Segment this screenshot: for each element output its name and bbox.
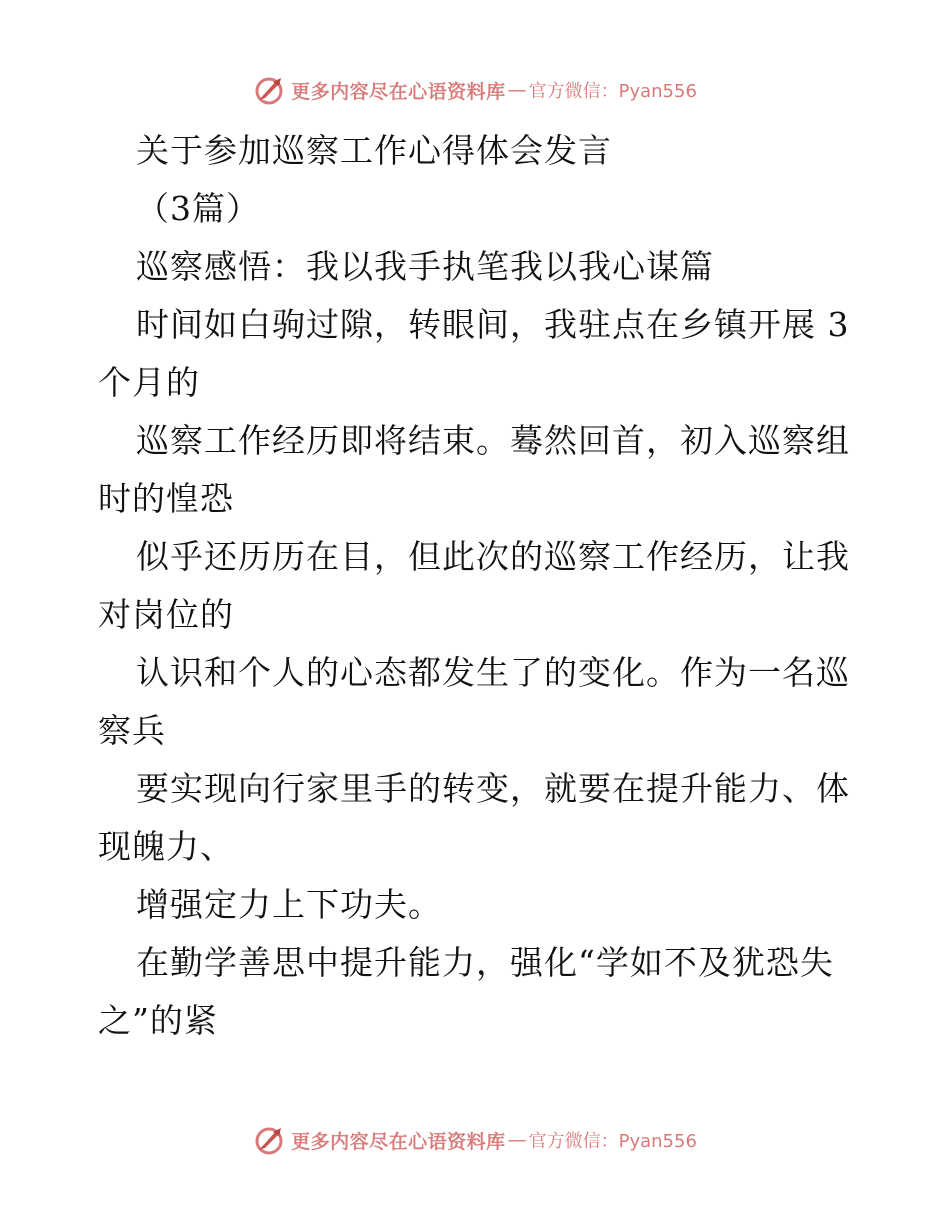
watermark-site-text: 更多内容尽在心语资料库: [291, 1130, 506, 1153]
paragraph-line: 对岗位的: [98, 595, 234, 634]
watermark-wechat-text: 官方微信：Pyan556: [528, 81, 697, 102]
paragraph-line: 似乎还历历在目，但此次的巡察工作经历，让我: [136, 537, 850, 576]
paragraph-line: 要实现向行家里手的转变，就要在提升能力、体: [136, 769, 850, 808]
document-title: 关于参加巡察工作心得体会发言: [136, 131, 612, 170]
paragraph-line: 时间如白驹过隙，转眼间，我驻点在乡镇开展 3: [136, 305, 850, 344]
paragraph-line: 察兵: [98, 711, 166, 750]
paragraph-line: 时的惶恐: [98, 479, 234, 518]
document-heading: 巡察感悟：我以我手执笔我以我心谋篇: [136, 247, 714, 286]
paragraph-line: 现魄力、: [98, 827, 234, 866]
watermark-site-text: 更多内容尽在心语资料库: [291, 80, 506, 103]
paragraph-line: 之”的紧: [98, 1001, 218, 1040]
paragraph-line: 在勤学善思中提升能力，强化“学如不及犹恐失: [136, 943, 834, 982]
paragraph-line: 巡察工作经历即将结束。蓦然回首，初入巡察组: [136, 421, 850, 460]
paragraph-line: 增强定力上下功夫。: [136, 885, 442, 924]
quill-circle-icon: [253, 1124, 285, 1156]
watermark-separator: —: [507, 1129, 527, 1151]
watermark-wechat-text: 官方微信：Pyan556: [528, 1131, 697, 1152]
document-body: [98, 122, 858, 1050]
watermark-banner-top: [0, 70, 950, 110]
quill-circle-icon: [253, 74, 285, 106]
watermark-separator: —: [507, 79, 527, 101]
watermark-banner-bottom: [0, 1120, 950, 1160]
paragraph-line: 认识和个人的心态都发生了的变化。作为一名巡: [136, 653, 850, 692]
document-subtitle: （3篇）: [136, 189, 260, 228]
paragraph-line: 个月的: [98, 363, 200, 402]
